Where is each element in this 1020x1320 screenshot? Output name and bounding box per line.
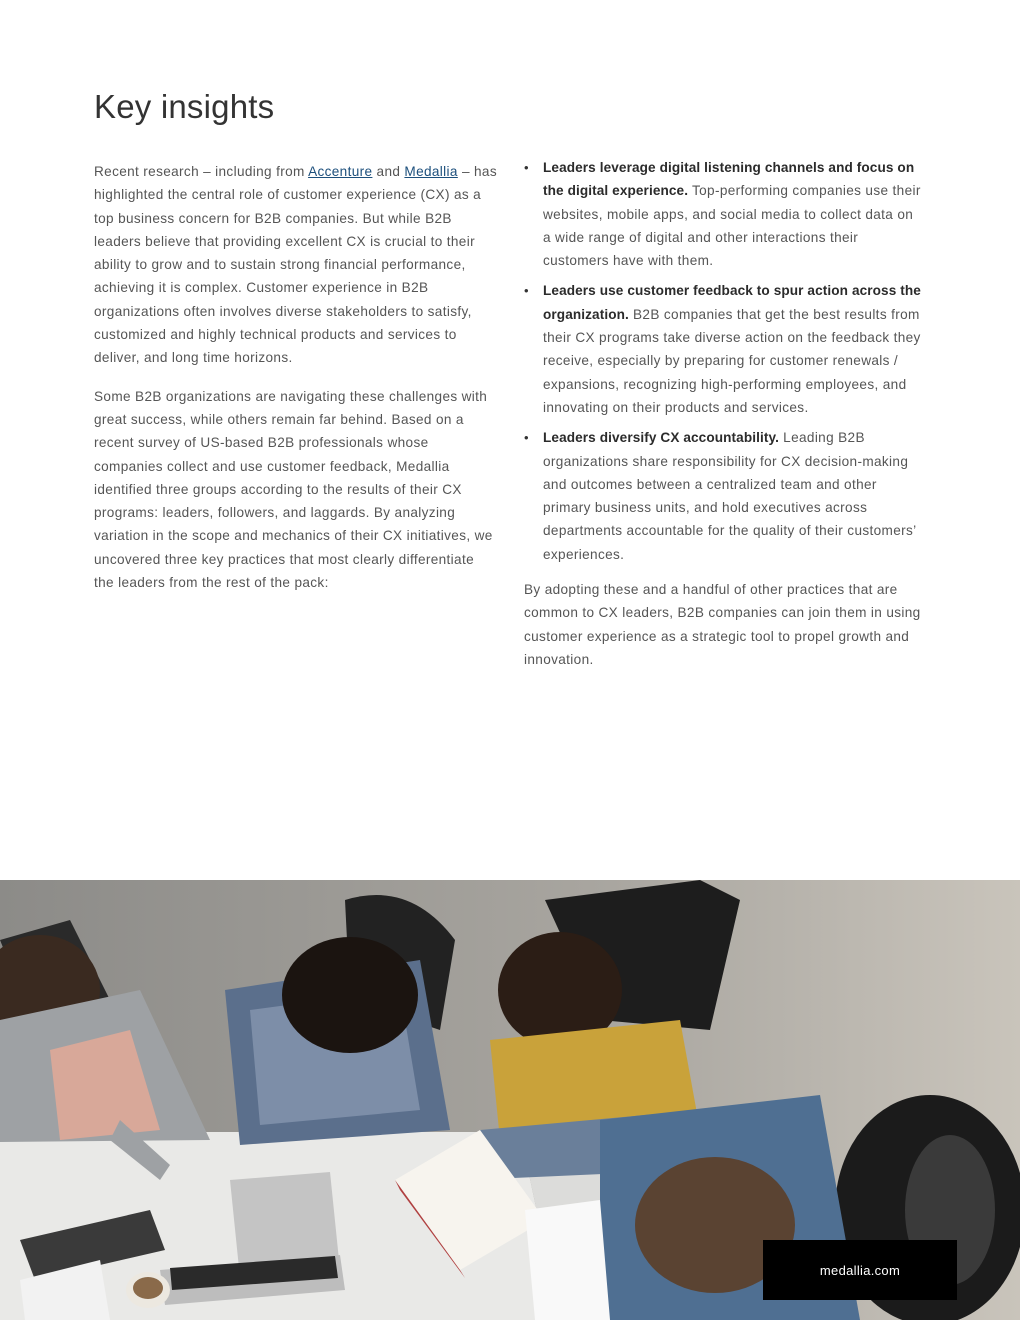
list-item: • Leaders use customer feedback to spur action across the organization. B2B companies that get the best results from their CX programs take diverse action on the feedback they receive, especially by preparing for customer renewals / expansions, recognizing high-performing employees, and innovating on their products and services.	[524, 279, 924, 419]
page-title: Key insights	[94, 88, 275, 125]
list-item: • Leaders leverage digital listening channels and focus on the digital experience. Top-performing companies use their websites, mobile apps, and social media to collect data on a wide range of digital and other interactions their customers have with them.	[524, 156, 924, 272]
website-label[interactable]: medallia.com	[819, 1262, 901, 1278]
left-column	[94, 160, 498, 609]
list-item: • Leaders diversify CX accountability. Leading B2B organizations share responsibility for CX decision-making and outcomes between a centralized team and other primary business units, and hold executives across departments accountable for the quality of their customers’ experiences.	[524, 426, 924, 566]
accenture-link[interactable]: Accenture	[308, 164, 373, 179]
right-column	[524, 156, 924, 686]
website-badge[interactable]	[763, 1240, 957, 1300]
bullet-icon: •	[524, 160, 529, 175]
survey-paragraph: Some B2B organizations are navigating these challenges with great success, while others remain far behind. Based on a recent survey of US-based B2B professionals whose companies collect and use customer feedback, Medallia identified three groups according to the results of their CX programs: leaders, followers, and laggards. By analyzing variation in the scope and mechanics of their CX initiatives, we uncovered three key practices that most clearly differentiate the leaders from the rest of the pack:	[94, 388, 493, 591]
bullet-icon: •	[524, 430, 529, 446]
closing-paragraph: By adopting these and a handful of other practices that are common to CX leaders, B2B companies can join them in using customer experience as a strategic tool to propel growth and innovation.	[524, 582, 921, 667]
key-practices-list	[524, 156, 924, 566]
medallia-link[interactable]: Medallia	[404, 164, 458, 179]
bullet-icon: •	[524, 283, 529, 299]
intro-paragraph: Recent research – including from Accenture and Medallia – has highlighted the central role of customer experience (CX) as a top business concern for B2B companies. But while B2B leaders believe that providing excellent CX is crucial to their ability to grow and to sustain strong financial performance, achieving it is complex. Customer experience in B2B organizations often involves diverse stakeholders to satisfy, customized and highly technical products and services to deliver, and long time horizons.	[94, 164, 497, 366]
